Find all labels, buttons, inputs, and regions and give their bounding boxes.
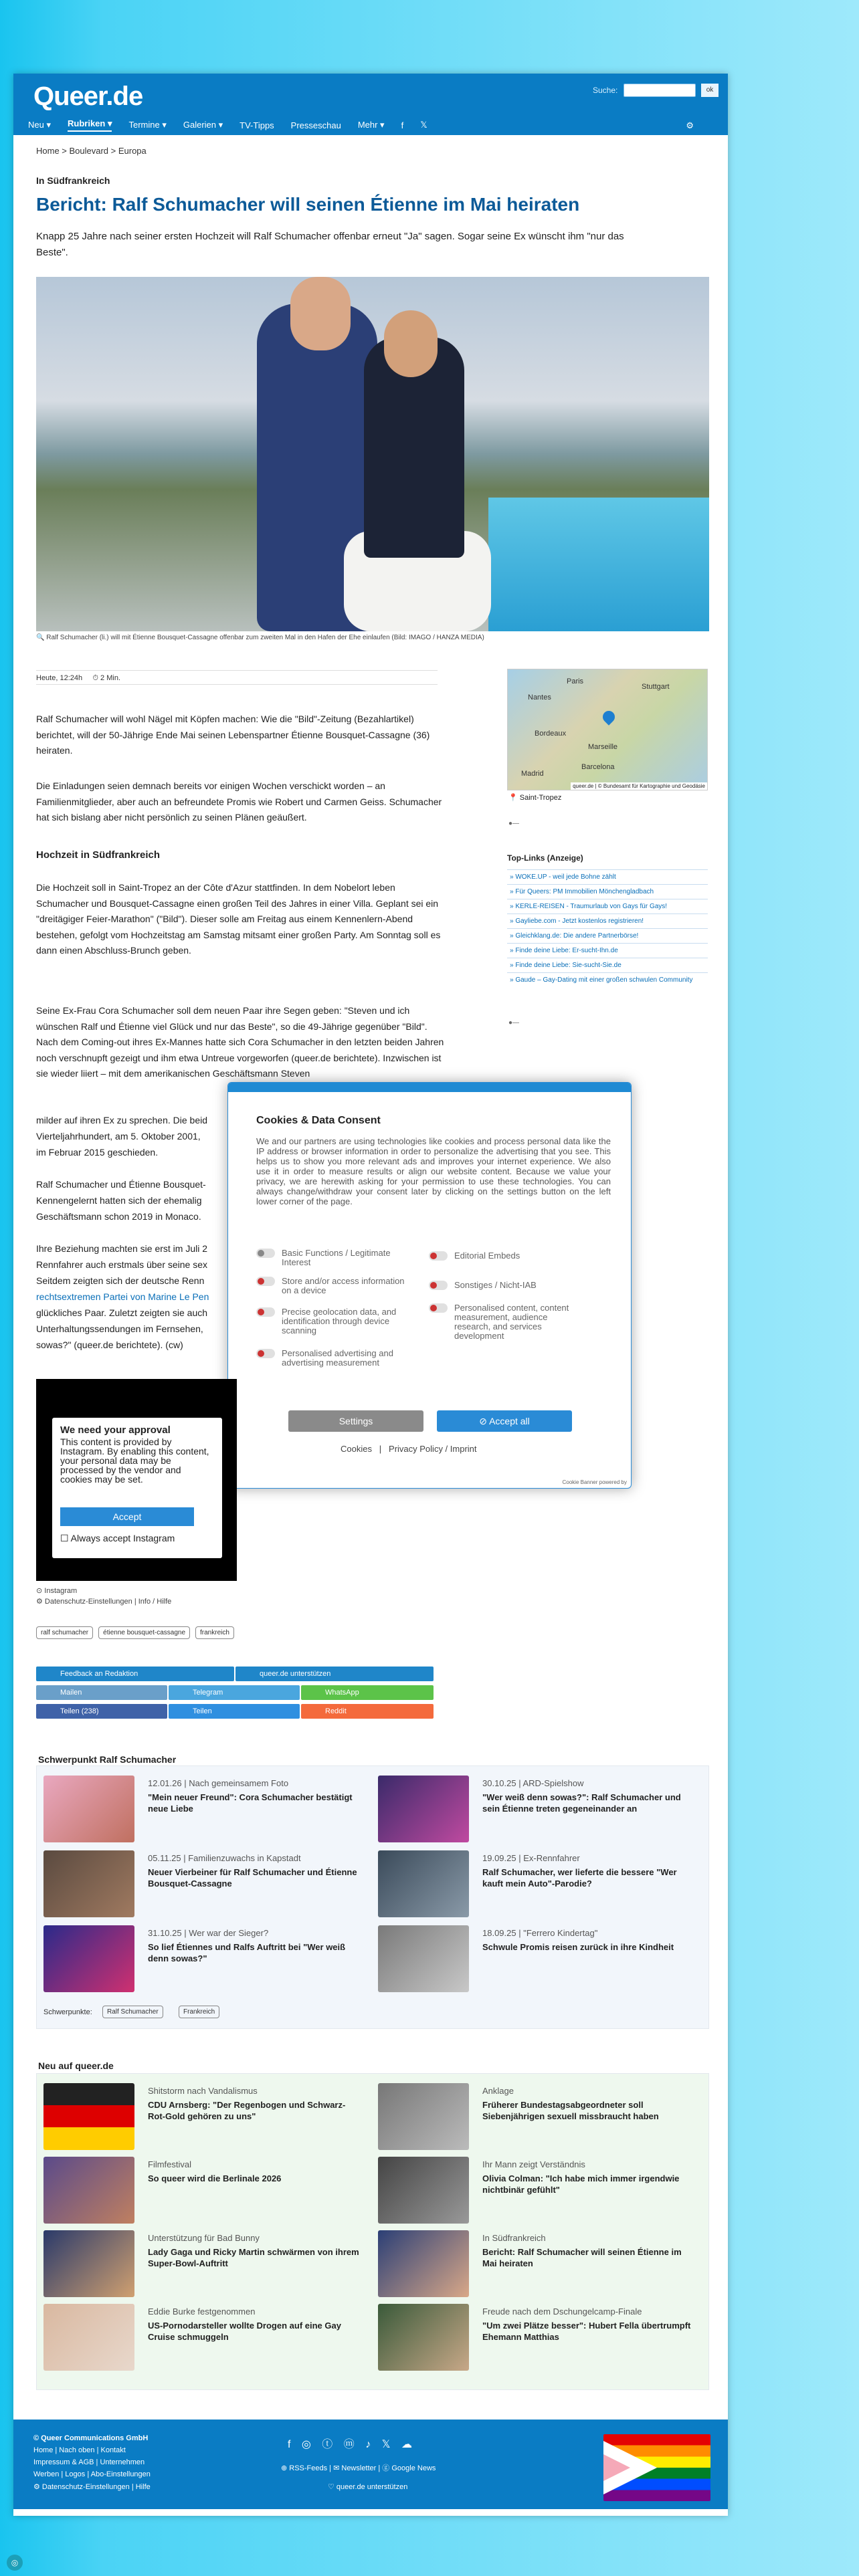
cookie-consent-dialog <box>227 1082 632 1489</box>
tag-chip[interactable]: frankreich <box>195 1626 234 1639</box>
news-thumb <box>378 2304 469 2371</box>
toplinks-title: Top-Links (Anzeige) <box>507 853 583 863</box>
paragraph-6f: Unterhaltungssendungen im Fernsehen, <box>36 1323 203 1334</box>
pool-shape <box>488 498 709 631</box>
divider-dots-2: ●— <box>508 1019 520 1027</box>
consent-basic[interactable] <box>256 1249 410 1267</box>
paragraph-6d[interactable]: rechtsextremen Partei von Marine Le Pen <box>36 1291 209 1302</box>
news-thumb <box>43 2157 134 2224</box>
toplinks-list <box>507 869 708 987</box>
footer-support-link[interactable]: ♡ queer.de unterstützen <box>328 2483 408 2491</box>
toggle-advertising[interactable] <box>256 1349 275 1358</box>
site-logo[interactable]: Queer.de <box>33 82 143 111</box>
news-thumb <box>43 2230 134 2297</box>
focus-chip[interactable]: Frankreich <box>179 2006 219 2018</box>
toplink-item[interactable]: » WOKE.UP - weil jede Bohne zählt <box>507 869 708 884</box>
focus-item[interactable] <box>378 1925 699 1998</box>
newest-section <box>36 2060 709 2390</box>
search-button[interactable]: ok <box>701 84 719 97</box>
nav-termine[interactable]: Termine ▾ <box>128 120 167 130</box>
focus-date: 05.11.25 | Familienzuwachs in Kapstadt <box>148 1853 301 1863</box>
tag-chip[interactable]: ralf schumacher <box>36 1626 93 1639</box>
focus-label: Schwerpunkte: <box>43 2008 92 2016</box>
focus-date: 31.10.25 | Wer war der Sieger? <box>148 1928 269 1938</box>
toplink-item[interactable]: » Gaude – Gay-Dating mit einer großen schwulen Community <box>507 972 708 987</box>
news-thumb <box>43 2304 134 2371</box>
meta-time: Heute, 12:24h <box>36 674 83 682</box>
toggle-store[interactable] <box>256 1277 275 1286</box>
consent-basic-label: Basic Functions / Legitimate Interest <box>282 1248 391 1267</box>
instagram-text: This content is provided by Instagram. By enabling this content, your personal data may be processed by the vendor and cookies may be set. <box>60 1436 209 1485</box>
consent-personalised-content[interactable] <box>429 1303 583 1341</box>
telegram-share-button[interactable]: Telegram <box>169 1685 300 1700</box>
news-item[interactable] <box>43 2083 365 2155</box>
news-thumb <box>378 2083 469 2150</box>
toplink-item[interactable]: » Finde deine Liebe: Er-sucht-Ihn.de <box>507 943 708 958</box>
news-kicker: Ihr Mann zeigt Verständnis <box>482 2159 585 2169</box>
news-item[interactable] <box>378 2083 699 2155</box>
instagram-always-checkbox[interactable]: ☐ Always accept Instagram <box>60 1533 175 1543</box>
paragraph-6c: Seitdem zeigten sich der deutsche Renn <box>36 1275 205 1286</box>
article-meta <box>36 670 438 685</box>
focus-headline[interactable]: Schwule Promis reisen zurück in ihre Kindheit <box>482 1942 674 1952</box>
news-kicker: Shitstorm nach Vandalismus <box>148 2086 258 2096</box>
newest-title: Neu auf queer.de <box>38 2060 114 2071</box>
toggle-basic[interactable] <box>256 1249 275 1258</box>
focus-thumb <box>378 1776 469 1842</box>
focus-item[interactable] <box>378 1850 699 1923</box>
focus-chip[interactable]: Ralf Schumacher <box>102 2006 163 2018</box>
footer-social-icons[interactable]: f ◎ ⓣ ⓜ ♪ 𝕏 ☁ <box>288 2439 416 2450</box>
nav-mehr[interactable]: Mehr ▾ <box>357 120 385 130</box>
focus-date: 12.01.26 | Nach gemeinsamem Foto <box>148 1778 289 1788</box>
consent-links: Cookies | Privacy Policy / Imprint <box>341 1444 477 1454</box>
footer-links-1[interactable]: Home | Nach oben | Kontakt <box>33 2446 126 2454</box>
news-headline[interactable]: Olivia Colman: "Ich habe mich immer irgendwie nichtbinär gefühlt" <box>482 2173 680 2195</box>
article-lead: Knapp 25 Jahre nach seiner ersten Hochzeit will Ralf Schumacher offenbar erneut "Ja" sagen. Sogar seine Ex wünscht ihm "nur das Beste". <box>36 231 624 258</box>
focus-thumb <box>43 1850 134 1917</box>
focus-item[interactable] <box>378 1776 699 1848</box>
paragraph-4b: milder auf ihren Ex zu sprechen. Die beid <box>36 1115 208 1125</box>
bluesky-share-button[interactable]: Teilen <box>169 1704 300 1719</box>
person-right-head <box>384 310 438 377</box>
consent-editorial-label: Editorial Embeds <box>454 1251 520 1261</box>
map-caption: 📍 Saint-Tropez <box>508 794 562 802</box>
focus-item[interactable] <box>43 1850 365 1923</box>
nav-neu[interactable]: Neu ▾ <box>28 120 51 130</box>
paragraph-3: Die Hochzeit soll in Saint-Tropez an der Côte d'Azur stattfinden. In dem Nobelort leben Schumacher und Bousquet-Cassagne einen großen Teil des Jahres in einer Villa. Geplant sei ein "dreitägiger Feier-Marathon" ("Bild"). Dieser solle am Freitag aus einem Kennenlern-Abend bestehen, gefolgt vom Hochzeitstag am Samstag mitsamt einer großen Party. Am Sonntag soll es dann einen Abschluss-Brunch geben. <box>36 882 441 956</box>
location-map[interactable] <box>507 669 708 790</box>
paragraph-5c: Geschäftsmann schon 2019 in Monaco. <box>36 1211 201 1222</box>
focus-headline[interactable]: Neuer Vierbeiner für Ralf Schumacher und Étienne Bousquet-Cassagne <box>148 1867 357 1889</box>
facebook-share-button[interactable]: Teilen (238) <box>36 1704 167 1719</box>
search-label: Suche: <box>593 86 618 95</box>
news-kicker: Anklage <box>482 2086 514 2096</box>
news-kicker: Freude nach dem Dschungelcamp-Finale <box>482 2306 642 2317</box>
news-headline[interactable]: Bericht: Ralf Schumacher will seinen Étienne im Mai heiraten <box>482 2247 682 2268</box>
focus-date: 30.10.25 | ARD-Spielshow <box>482 1778 584 1788</box>
consent-title: Cookies & Data Consent <box>256 1115 381 1126</box>
settings-button[interactable]: Settings <box>288 1410 423 1432</box>
consent-sonstiges[interactable] <box>429 1281 583 1290</box>
nav-presseschau[interactable]: Presseschau <box>290 120 341 130</box>
gear-icon[interactable]: ⚙ <box>686 120 694 130</box>
nav-galerien[interactable]: Galerien ▾ <box>183 120 223 130</box>
news-headline[interactable]: Früherer Bundestagsabgeordneter soll Siebenjährigen sexuell missbraucht haben <box>482 2100 659 2121</box>
map-label-nantes: Nantes <box>528 693 551 702</box>
toggle-geolocation[interactable] <box>256 1307 275 1317</box>
instagram-title: We need your approval <box>60 1424 171 1436</box>
focus-item[interactable] <box>43 1776 365 1848</box>
paragraph-6g: sowas?" (queer.de berichtete). (cw) <box>36 1339 183 1350</box>
focus-thumb <box>378 1925 469 1992</box>
breadcrumb[interactable]: Home > Boulevard > Europa <box>36 146 147 156</box>
footer-links-2[interactable]: Impressum & AGB | Unternehmen <box>33 2458 145 2466</box>
tag-list <box>36 1626 234 1639</box>
focus-headline[interactable]: "Wer weiß denn sowas?": Ralf Schumacher und sein Étienne treten gegeneinander an <box>482 1792 681 1814</box>
divider-dots: ●— <box>508 820 520 827</box>
article-hero-image <box>36 277 709 631</box>
consent-advertising-label: Personalised advertising and advertising measurement <box>282 1348 393 1368</box>
consent-editorial[interactable] <box>429 1251 583 1261</box>
footer-links-3[interactable]: Werben | Logos | Abo-Einstellungen <box>33 2470 151 2478</box>
news-kicker: Eddie Burke festgenommen <box>148 2306 256 2317</box>
focus-date: 19.09.25 | Ex-Rennfahrer <box>482 1853 580 1863</box>
focus-date: 18.09.25 | "Ferrero Kindertag" <box>482 1928 598 1938</box>
privacy-settings-link[interactable]: ⚙ Datenschutz-Einstellungen | Info / Hilfe <box>36 1598 172 1606</box>
toplink-item[interactable]: » Gayliebe.com - Jetzt kostenlos registrieren! <box>507 914 708 928</box>
privacy-link[interactable]: Privacy Policy / Imprint <box>389 1444 477 1454</box>
paragraph-2: Die Einladungen seien demnach bereits vor einigen Wochen verschickt worden – an Familienmitglieder, aber auch an befreundete Promis wie Robert und Carmen Geiss. Schumacher hat sich bislang aber nicht persönlich zu seinen Plänen geäußert. <box>36 780 442 823</box>
news-kicker: In Südfrankreich <box>482 2233 546 2243</box>
paragraph-4d: im Februar 2015 geschieden. <box>36 1147 159 1158</box>
instagram-embed <box>36 1379 237 1581</box>
toplink-item[interactable]: » KERLE-REISEN - Traumurlaub von Gays für Gays! <box>507 899 708 914</box>
cookies-link[interactable]: Cookies <box>341 1444 372 1454</box>
instagram-accept-button[interactable]: Accept <box>60 1507 194 1526</box>
paragraph-6e: glückliches Paar. Zuletzt zeigten sie auch <box>36 1307 208 1318</box>
tag-chip[interactable]: étienne bousquet-cassagne <box>98 1626 190 1639</box>
focus-thumb <box>378 1850 469 1917</box>
paragraph-1: Ralf Schumacher will wohl Nägel mit Köpfen machen: Wie die "Bild"-Zeitung (Bezahlartikel) berichtet, will der 50-Jährige Ende Mai seinen Lebenspartner Étienne Bousquet-Cassagne (36) heiraten. <box>36 714 430 756</box>
paragraph-5a: Ralf Schumacher und Étienne Bousquet- <box>36 1179 206 1190</box>
focus-title: Schwerpunkt Ralf Schumacher <box>38 1754 177 1765</box>
map-label-marseille: Marseille <box>588 743 618 751</box>
support-button[interactable]: queer.de unterstützen <box>235 1667 434 1681</box>
news-headline[interactable]: CDU Arnsberg: "Der Regenbogen und Schwarz-Rot-Gold gehören zu uns" <box>148 2100 346 2121</box>
news-item[interactable] <box>43 2304 365 2376</box>
article-kicker: In Südfrankreich <box>36 175 110 186</box>
reddit-share-button[interactable]: Reddit <box>301 1704 434 1719</box>
footer-feeds[interactable]: ⊕ RSS-Feeds | ✉ Newsletter | ⓖ Google News <box>281 2464 436 2472</box>
news-headline[interactable]: "Um zwei Plätze besser": Hubert Fella übertrumpft Ehemann Matthias <box>482 2321 691 2342</box>
nav-rubriken[interactable]: Rubriken ▾ <box>68 118 112 132</box>
map-label-stuttgart: Stuttgart <box>642 683 670 691</box>
news-thumb <box>43 2083 134 2150</box>
article-title: Bericht: Ralf Schumacher will seinen Étienne im Mai heiraten <box>36 194 580 215</box>
instagram-always-label: Always accept Instagram <box>70 1533 175 1543</box>
news-item[interactable] <box>43 2157 365 2229</box>
focus-headline[interactable]: So lief Étiennes und Ralfs Auftritt bei "Wer weiß denn sowas?" <box>148 1942 346 1963</box>
focus-thumb <box>43 1925 134 1992</box>
focus-headline[interactable]: "Mein neuer Freund": Cora Schumacher bestätigt neue Liebe <box>148 1792 353 1814</box>
map-label-barcelona: Barcelona <box>581 763 615 771</box>
dialog-topbar <box>228 1083 631 1092</box>
news-thumb <box>378 2157 469 2224</box>
pride-flag-icon <box>603 2434 710 2501</box>
consent-settings-icon[interactable]: ◎ <box>7 2555 23 2571</box>
meta-readtime: ⏱ 2 Min. <box>92 674 120 682</box>
x-icon[interactable]: 𝕏 <box>420 120 427 130</box>
site-footer <box>13 2420 728 2509</box>
map-label-madrid: Madrid <box>521 770 544 778</box>
focus-headline[interactable]: Ralf Schumacher, wer lieferte die bessere "Wer kauft mein Auto"-Parodie? <box>482 1867 677 1889</box>
focus-section <box>36 1754 709 2029</box>
paragraph-4c: Vierteljahrhundert, am 5. Oktober 2001, <box>36 1131 201 1142</box>
map-pin-icon <box>600 708 617 725</box>
nav-tv-tipps[interactable]: TV-Tipps <box>240 120 274 130</box>
paragraph-4: Seine Ex-Frau Cora Schumacher soll dem neuen Paar ihre Segen geben: "Steven und ich wünschen Ralf und Étienne viel Glück und nur das Beste", so die 49-Jährige gegenüber "Bild". Nach dem Coming-out ihres Ex-Mannes hatte sich Cora Schumacher in den letzten beiden Jahren noch verschnupft gezeigt und ihm etwa Untreue vorgeworfen (queer.de berichtete). Inzwischen ist sie wieder liiert – mit dem amerikanischen Geschäftsmann Steven <box>36 1005 444 1079</box>
image-caption: 🔍 Ralf Schumacher (li.) will mit Étienne Bousquet-Cassagne offenbar zum zweiten Mal in den Hafen der Ehe einlaufen (Bild: IMAGO / HANZA MEDIA) <box>36 634 484 641</box>
paragraph-6a: Ihre Beziehung machten sie erst im Juli 2 <box>36 1243 208 1254</box>
news-item[interactable] <box>43 2230 365 2302</box>
accept-all-button[interactable]: ⊘ Accept all <box>437 1410 572 1432</box>
consent-content-label: Personalised content, content measurement, audience research, and services development <box>454 1303 569 1341</box>
site-header <box>13 74 728 135</box>
footer-links-4[interactable]: ⚙ Datenschutz-Einstellungen | Hilfe <box>33 2483 151 2491</box>
toggle-sonstiges[interactable] <box>429 1281 448 1290</box>
map-label-paris: Paris <box>567 677 584 685</box>
instagram-label: ⊙ Instagram <box>36 1587 78 1595</box>
toplink-item[interactable]: » Für Queers: PM Immobilien Mönchengladbach <box>507 884 708 899</box>
consent-store[interactable] <box>256 1277 410 1295</box>
main-nav <box>13 115 728 135</box>
consent-powered-by: Cookie Banner powered by <box>562 1479 627 1485</box>
paragraph-6b: Rennfahrer auch erstmals über seine sex <box>36 1259 208 1270</box>
map-credit: queer.de | © Bundesamt für Kartographie und Geodäsie <box>571 782 707 790</box>
news-item[interactable] <box>378 2157 699 2229</box>
paragraph-5b: Kennengelernt hatten sich der ehemalig <box>36 1195 202 1206</box>
toggle-content[interactable] <box>429 1303 448 1313</box>
feedback-button[interactable]: Feedback an Redaktion <box>36 1667 234 1681</box>
consent-sonstiges-label: Sonstiges / Nicht-IAB <box>454 1280 537 1290</box>
toplink-item[interactable]: » Gleichklang.de: Die andere Partnerbörse! <box>507 928 708 943</box>
mail-share-button[interactable]: Mailen <box>36 1685 167 1700</box>
news-headline[interactable]: So queer wird die Berlinale 2026 <box>148 2173 282 2183</box>
toggle-editorial[interactable] <box>429 1251 448 1261</box>
news-headline[interactable]: Lady Gaga und Ricky Martin schwärmen von ihrem Super-Bowl-Auftritt <box>148 2247 359 2268</box>
subheading: Hochzeit in Südfrankreich <box>36 849 161 861</box>
facebook-icon[interactable]: f <box>401 120 404 130</box>
consent-advertising[interactable] <box>256 1349 410 1368</box>
focus-thumb <box>43 1776 134 1842</box>
instagram-approval-card <box>52 1418 222 1558</box>
toplink-item[interactable]: » Finde deine Liebe: Sie-sucht-Sie.de <box>507 958 708 972</box>
news-item[interactable] <box>378 2304 699 2376</box>
consent-geolocation-label: Precise geolocation data, and identification through device scanning <box>282 1307 397 1335</box>
news-thumb <box>378 2230 469 2297</box>
consent-geolocation[interactable] <box>256 1307 410 1335</box>
footer-company: © Queer Communications GmbH <box>33 2434 149 2442</box>
news-headline[interactable]: US-Pornodarsteller wollte Drogen auf eine Gay Cruise schmuggeln <box>148 2321 341 2342</box>
person-left-head <box>290 277 351 350</box>
whatsapp-share-button[interactable]: WhatsApp <box>301 1685 434 1700</box>
map-label-bordeaux: Bordeaux <box>535 730 567 738</box>
search-input[interactable] <box>624 84 696 97</box>
focus-item[interactable] <box>43 1925 365 1998</box>
consent-text: We and our partners are using technologies like cookies and process personal data like the IP address or browser information in order to personalize the advertising that you see. This helps us to show you more relevant ads and improves your internet experience. We also use it in order to measure results or align our website content. Because we value your privacy, we are herewith asking for your permission to use these technologies. You can always change/withdraw your consent later by clicking on the settings button on the left lower corner of the page. <box>256 1136 611 1206</box>
consent-store-label: Store and/or access information on a device <box>282 1276 405 1295</box>
news-kicker: Filmfestival <box>148 2159 192 2169</box>
news-kicker: Unterstützung für Bad Bunny <box>148 2233 260 2243</box>
news-item[interactable] <box>378 2230 699 2302</box>
